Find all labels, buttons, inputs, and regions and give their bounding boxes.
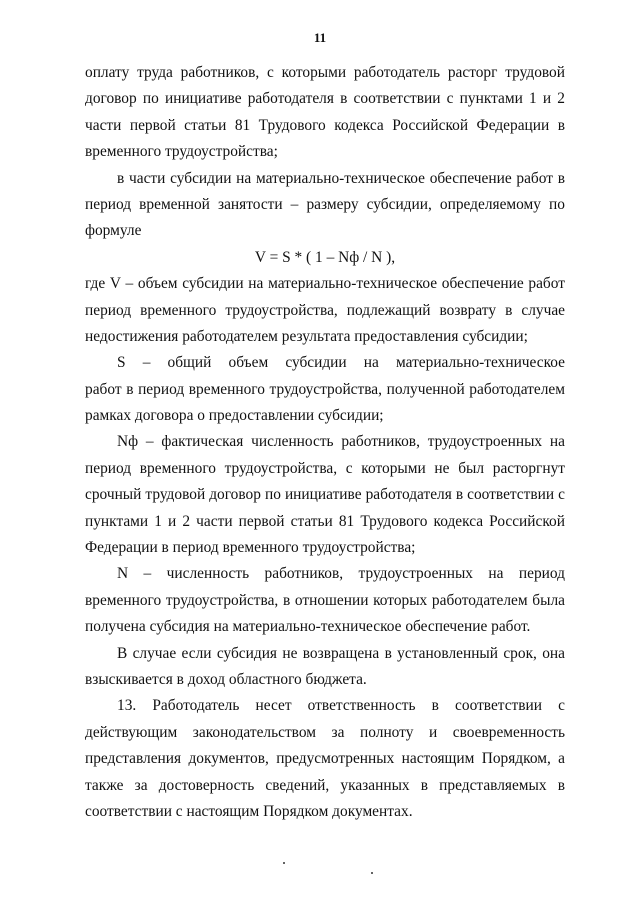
text-line: соответствии с настоящим Порядком документах. — [85, 802, 413, 820]
page-number: 11 — [313, 30, 327, 45]
text-line: работ в период временного трудоустройства, полученной работодателем — [85, 380, 565, 398]
formula-line: V = S * ( 1 – Nф / N ), — [254, 248, 396, 266]
text-line: действующим законодательством за полноту и своевременность — [85, 723, 565, 741]
text-line: Nф – фактическая численность работников, трудоустроенных на — [117, 433, 565, 451]
text-line: 13. Работодатель несет ответственность в соответствии с — [117, 697, 565, 715]
text-line: S – общий объем субсидии на материально-техническое — [117, 354, 565, 372]
scan-speck — [283, 862, 285, 864]
text-line: договор по инициативе работодателя в соответствии с пунктами 1 и 2 — [85, 90, 565, 108]
text-line: срочный трудовой договор по инициативе работодателя в соответствии с — [85, 486, 565, 504]
text-line: период временной занятости – размеру субсидии, определяемому по — [85, 195, 565, 213]
text-line: временного трудоустройства, в отношении которых работодателем была — [85, 591, 565, 609]
text-line: временного трудоустройства; — [85, 143, 278, 161]
text-line: представления документов, предусмотренных настоящим Порядком, а — [85, 750, 565, 768]
text-line: недостижения работодателем результата предоставления субсидии; — [85, 327, 528, 345]
text-line: В случае если субсидия не возвращена в установленный срок, она — [117, 644, 565, 662]
text-line: также за достоверность сведений, указанных в представляемых в — [85, 776, 565, 794]
text-line: оплату труда работников, с которыми работодатель расторг трудовой — [85, 64, 565, 81]
text-line: взыскивается в доход областного бюджета. — [85, 670, 367, 688]
text-line: в части субсидии на материально-техническое обеспечение работ в — [117, 169, 565, 187]
text-line: получена субсидия на материально-техническое обеспечение работ. — [85, 618, 531, 636]
text-line: части первой статьи 81 Трудового кодекса Российской Федерации в — [85, 116, 565, 134]
text-line: рамках договора о предоставлении субсидии; — [85, 407, 384, 425]
text-line: где V – объем субсидии на материально-техническое обеспечение работ — [85, 275, 565, 293]
text-line: пунктами 1 и 2 части первой статьи 81 Трудового кодекса Российской — [85, 512, 565, 530]
text-line: Федерации в период временного трудоустройства; — [85, 539, 416, 557]
document-body — [85, 60, 565, 825]
text-line: период временного трудоустройства, подлежащий возврату в случае — [85, 301, 565, 319]
text-line: формуле — [85, 222, 142, 240]
text-line: N – численность работников, трудоустроенных на период — [117, 565, 565, 583]
scan-speck — [371, 872, 373, 874]
text-line: период временного трудоустройства, с которыми не был расторгнут — [85, 459, 565, 477]
